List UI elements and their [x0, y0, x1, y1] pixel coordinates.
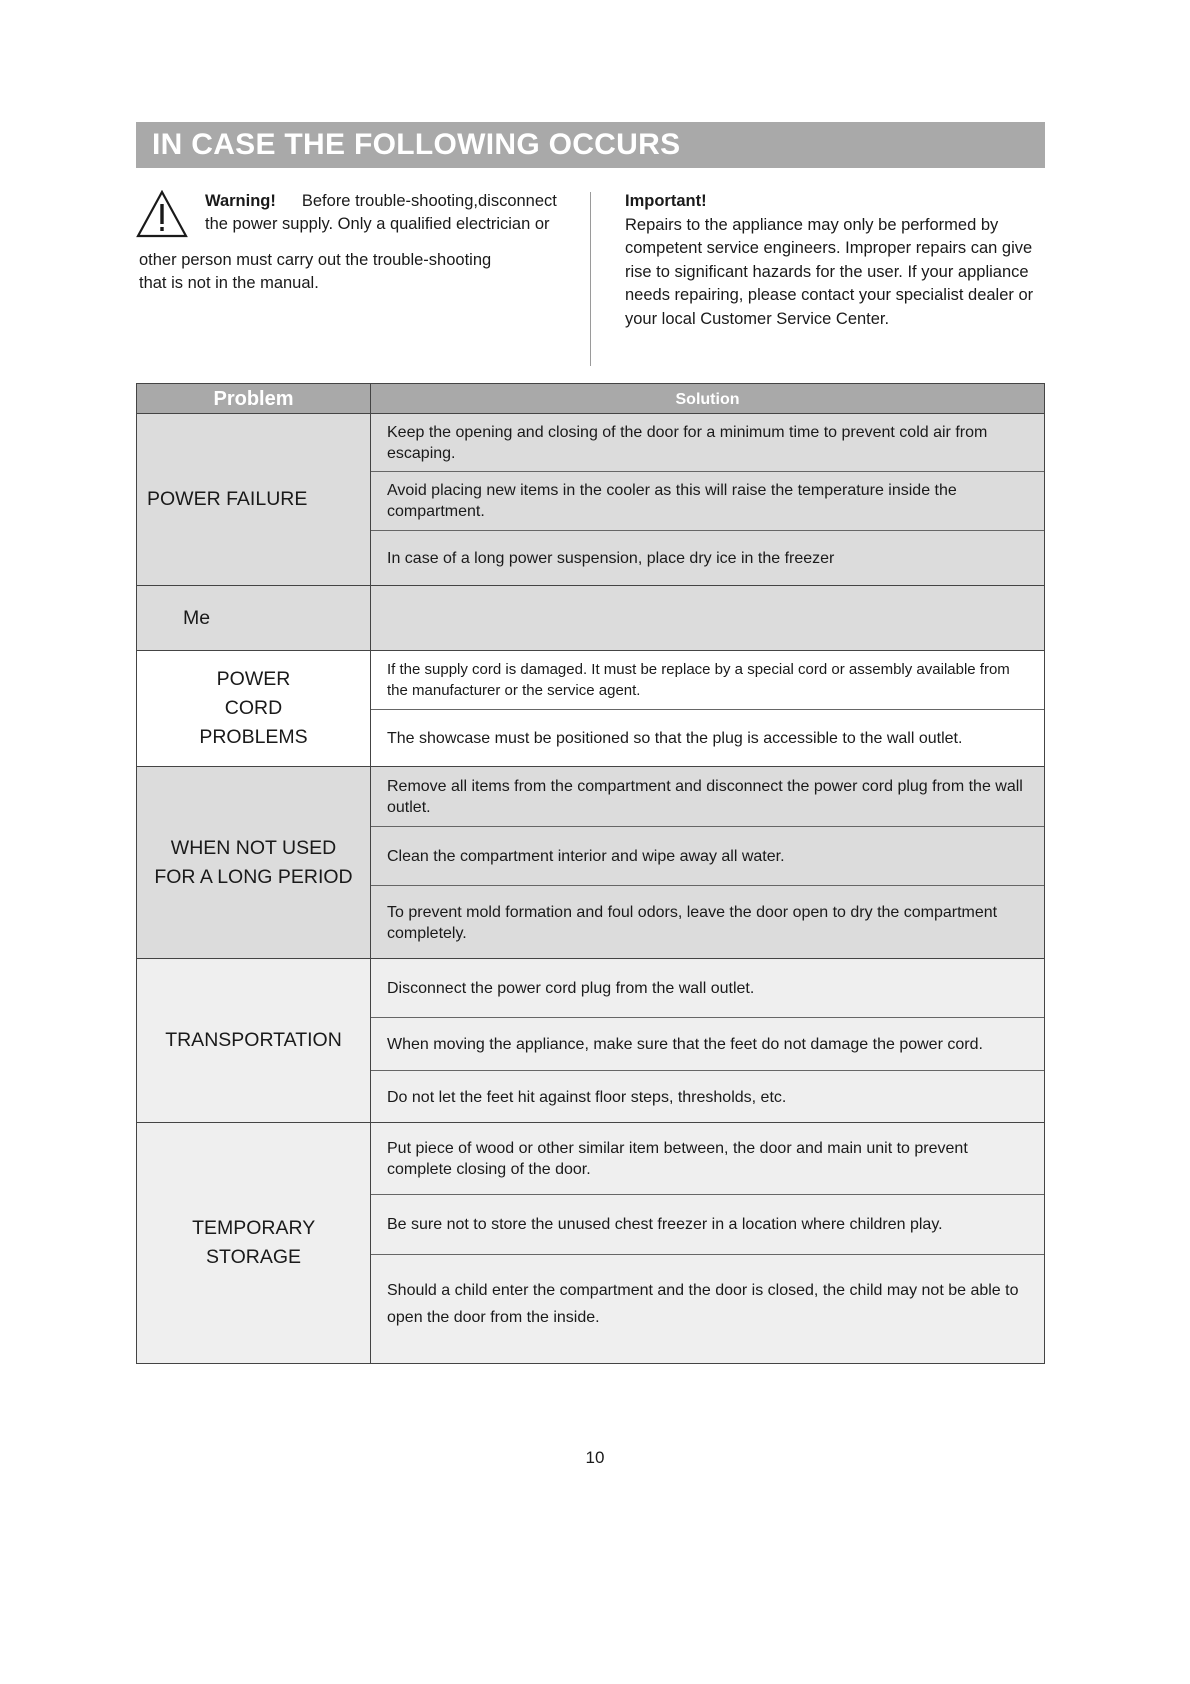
table-header	[137, 384, 1044, 413]
solution-cell	[371, 586, 1044, 651]
solution-cell: Do not let the feet hit against floor steps, thresholds, etc.	[371, 1070, 1044, 1123]
solution-cell: Remove all items from the compartment and disconnect the power cord plug from the wall outlet.	[387, 777, 1023, 816]
warning-triangle-icon	[136, 190, 188, 238]
header-solution: Solution	[675, 391, 740, 408]
solution-cell: When moving the appliance, make sure that the feet do not damage the power cord.	[371, 1017, 1044, 1070]
solution-cell: If the supply cord is damaged. It must be replace by a special cord or assembly available from the manufacturer or the service agent.	[387, 661, 1010, 699]
solution-cell: Put piece of wood or other similar item between, the door and main unit to prevent complete closing of the door.	[387, 1139, 968, 1178]
column-divider	[590, 192, 591, 366]
problem-me: Me	[183, 606, 211, 629]
page-title-banner	[136, 122, 1045, 168]
warning-line-2: the power supply. Only a qualified electrician or	[205, 215, 550, 233]
solution-cell: Keep the opening and closing of the door for a minimum time to prevent cold air from escaping.	[387, 423, 988, 462]
solution-cell: Should a child enter the compartment and the door is closed, the child may not be able to open the door from the inside.	[371, 1254, 1044, 1364]
problem-not-used: WHEN NOT USED FOR A LONG PERIOD	[154, 836, 353, 888]
table-row-not-used	[137, 766, 1044, 958]
important-title: Important!	[625, 192, 707, 210]
solution-cell: In case of a long power suspension, place dry ice in the freezer	[371, 530, 1044, 586]
problem-power-failure: POWER FAILURE	[147, 488, 308, 510]
important-text: Repairs to the appliance may only be performed by competent service engineers. Improper repairs can give rise to significant hazards for the user. If your appliance needs repairing, please contact your specialist dealer or your local Customer Service Center.	[625, 215, 1034, 328]
problem-power-cord: POWER CORD PROBLEMS	[199, 668, 308, 748]
solution-cell: Clean the compartment interior and wipe away all water.	[371, 826, 1044, 885]
warning-text-1: Before trouble-shooting,disconnect	[301, 192, 557, 210]
important-notice	[625, 190, 1055, 331]
solution-cell: Avoid placing new items in the cooler as this will raise the temperature inside the compartment.	[371, 471, 1044, 530]
solution-cell: Disconnect the power cord plug from the wall outlet.	[387, 979, 755, 997]
table-row-power-failure	[137, 413, 1044, 585]
solution-cell: To prevent mold formation and foul odors, leave the door open to dry the compartment completely.	[371, 885, 1044, 959]
table-column-separator	[370, 384, 371, 1363]
page-title: IN CASE THE FOLLOWING OCCURS	[152, 128, 681, 161]
header-problem: Problem	[213, 388, 294, 410]
page-number: 10	[585, 1448, 605, 1467]
table-row-transportation	[137, 958, 1044, 1122]
table-row-power-cord	[137, 650, 1044, 766]
table-row-me	[137, 585, 1044, 650]
warning-label: Warning!	[205, 192, 276, 210]
table-row-temporary-storage	[137, 1122, 1044, 1363]
solution-cell: The showcase must be positioned so that the plug is accessible to the wall outlet.	[371, 709, 1044, 767]
problem-transportation: TRANSPORTATION	[165, 1029, 342, 1051]
warning-line-1	[205, 192, 557, 211]
warning-line-4: that is not in the manual.	[139, 274, 319, 292]
troubleshooting-table	[136, 383, 1045, 1364]
warning-line-3: other person must carry out the trouble-shooting	[139, 251, 492, 269]
problem-temporary-storage: TEMPORARY STORAGE	[192, 1217, 316, 1268]
solution-cell: Be sure not to store the unused chest freezer in a location where children play.	[371, 1194, 1044, 1254]
